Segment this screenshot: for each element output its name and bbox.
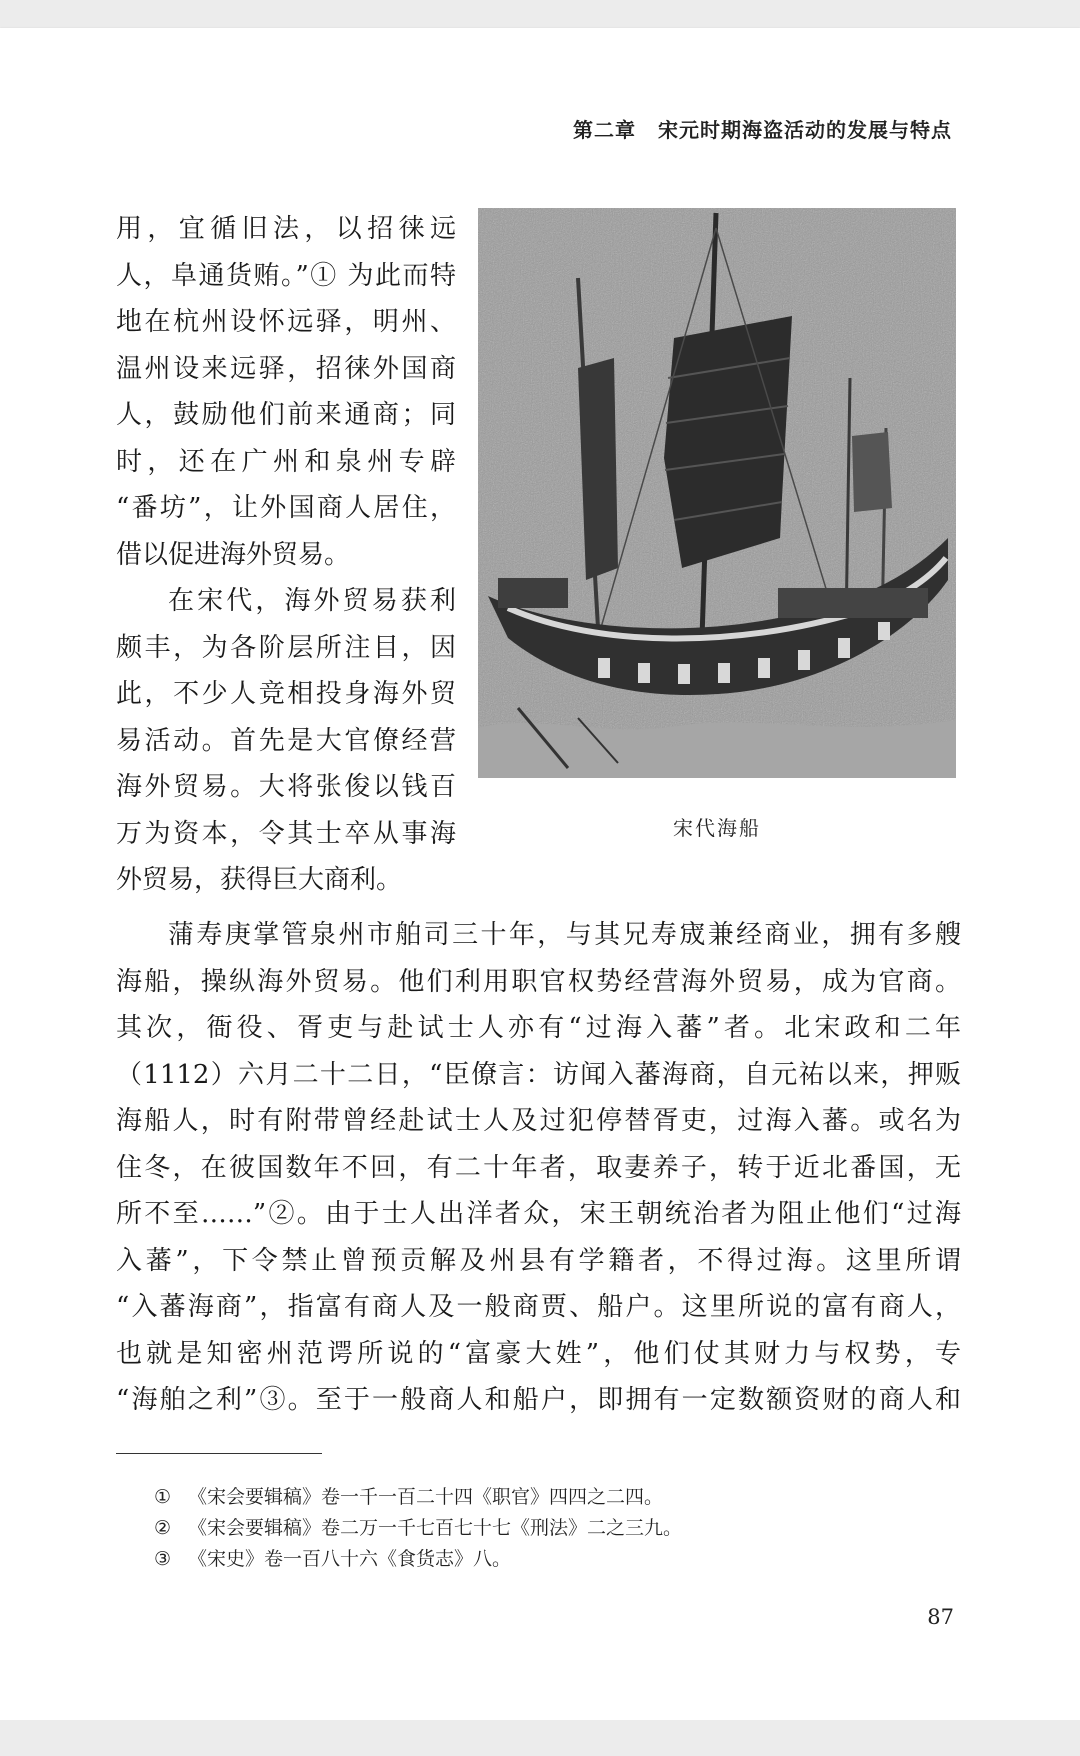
top-bar [0, 0, 1080, 28]
text-line: 所不至……”②。由于士人出洋者众，宋王朝统治者为阻止他们“过海 [116, 1199, 961, 1229]
text-line: 其次，衙役、胥吏与赴试士人亦有“过海入蕃”者。北宋政和二年 [116, 1013, 961, 1043]
text-line: 蒲寿庚掌管泉州市舶司三十年，与其兄寿宬兼经商业，拥有多艘 [168, 920, 961, 950]
footnote-mark: ① [154, 1486, 172, 1508]
figure-caption: 宋代海船 [673, 816, 761, 840]
text-line: 入蕃”，下令禁止曾预贡解及州县有学籍者，不得过海。这里所谓 [116, 1245, 961, 1276]
footnote-mark: ② [154, 1517, 172, 1539]
footnote [154, 1513, 682, 1544]
footnotes [154, 1482, 682, 1575]
text-line: 人，阜通货贿。”① 为此而特 [116, 260, 456, 291]
footnote-mark: ③ [154, 1548, 172, 1570]
footnote-text: 《宋史》卷一百八十六《食货志》八。 [188, 1548, 512, 1570]
text-line: 此，不少人竞相投身海外贸 [116, 679, 456, 709]
footnote [154, 1544, 682, 1575]
text-line: （1112）六月二十二日，“臣僚言：访闻入蕃海商，自元祐以来，押贩 [116, 1059, 961, 1090]
footnote-text: 《宋会要辑稿》卷一千一百二十四《职官》四四之二四。 [188, 1486, 664, 1508]
header-chapter: 第二章 [573, 118, 636, 142]
text-line: 万为资本，令其士卒从事海 [116, 818, 456, 849]
footnote-text: 《宋会要辑稿》卷二万一千七百七十七《刑法》二之三九。 [188, 1517, 683, 1539]
bottom-bar [0, 1720, 1080, 1756]
ship-illustration [478, 208, 956, 778]
wide-text-column [116, 912, 961, 1424]
text-line: 温州设来远驿，招徕外国商 [116, 353, 456, 384]
text-line: “海舶之利”③。至于一般商人和船户，即拥有一定数额资财的商人和 [116, 1385, 961, 1415]
footnote-divider [116, 1453, 322, 1454]
text-line: “番坊”，让外国商人居住， [116, 493, 456, 523]
text-line: 时，还在广州和泉州专辟 [116, 446, 456, 477]
text-line: 住冬，在彼国数年不回，有二十年者，取妻养子，转于近北番国，无 [116, 1152, 961, 1183]
text-line: 地在杭州设怀远驿，明州、 [116, 307, 456, 337]
text-line: 借以促进海外贸易。 [116, 539, 351, 570]
text-line: 颇丰，为各阶层所注目，因 [116, 632, 456, 663]
text-line: “入蕃海商”，指富有商人及一般商贾、船户。这里所说的富有商人， [116, 1292, 961, 1322]
text-line: 易活动。首先是大官僚经营 [116, 725, 456, 756]
text-line: 用，宜循旧法，以招徕远 [116, 214, 456, 244]
song-ship-image [478, 208, 956, 778]
text-line: 人，鼓励他们前来通商；同 [116, 400, 456, 430]
text-line: 在宋代，海外贸易获利 [168, 586, 456, 616]
text-line: 也就是知密州范谔所说的“富豪大姓”，他们仗其财力与权势，专 [116, 1338, 961, 1369]
text-line: 外贸易，获得巨大商利。 [116, 865, 403, 895]
page-number: 87 [927, 1605, 954, 1629]
running-header [573, 114, 952, 143]
text-line: 海船人，时有附带曾经赴试士人及过犯停替胥吏，过海入蕃。或名为 [116, 1106, 961, 1136]
text-line: 海外贸易。大将张俊以钱百 [116, 772, 456, 802]
text-line: 海船，操纵海外贸易。他们利用职官权势经营海外贸易，成为官商。 [116, 966, 961, 997]
footnote [154, 1482, 682, 1513]
narrow-text-column [116, 206, 456, 904]
header-title: 宋元时期海盗活动的发展与特点 [658, 118, 952, 142]
